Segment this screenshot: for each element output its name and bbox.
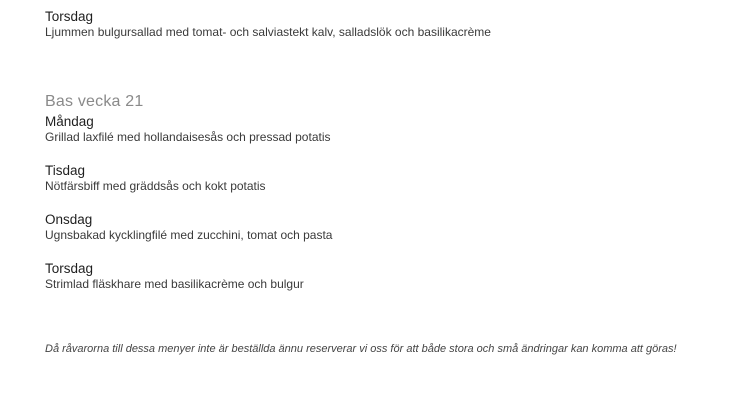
day-title: Onsdag: [45, 212, 93, 227]
menu-day-thursday: [45, 261, 304, 292]
day-title: Måndag: [45, 114, 94, 129]
menu-day-wednesday: [45, 212, 332, 243]
week-heading: Bas vecka 21: [45, 93, 144, 110]
menu-day-tuesday: [45, 163, 266, 194]
dish-description: Nötfärsbiff med gräddsås och kokt potatis: [45, 179, 266, 193]
dish-description: Ljummen bulgursallad med tomat- och salviastekt kalv, salladslök och basilikacrème: [45, 25, 491, 39]
menu-day-monday: [45, 114, 331, 145]
disclaimer-note: Då råvarorna till dessa menyer inte är beställda ännu reserverar vi oss för att både stora och små ändringar kan komma att göras!: [45, 343, 677, 355]
menu-day-previous-thursday: [45, 9, 491, 40]
dish-description: Ugnsbakad kycklingfilé med zucchini, tomat och pasta: [45, 228, 333, 242]
day-title: Torsdag: [45, 261, 94, 276]
day-title: Tisdag: [45, 163, 86, 178]
dish-description: Strimlad fläskhare med basilikacrème och bulgur: [45, 277, 304, 291]
day-title: Torsdag: [45, 9, 94, 24]
dish-description: Grillad laxfilé med hollandaisesås och pressad potatis: [45, 130, 331, 144]
